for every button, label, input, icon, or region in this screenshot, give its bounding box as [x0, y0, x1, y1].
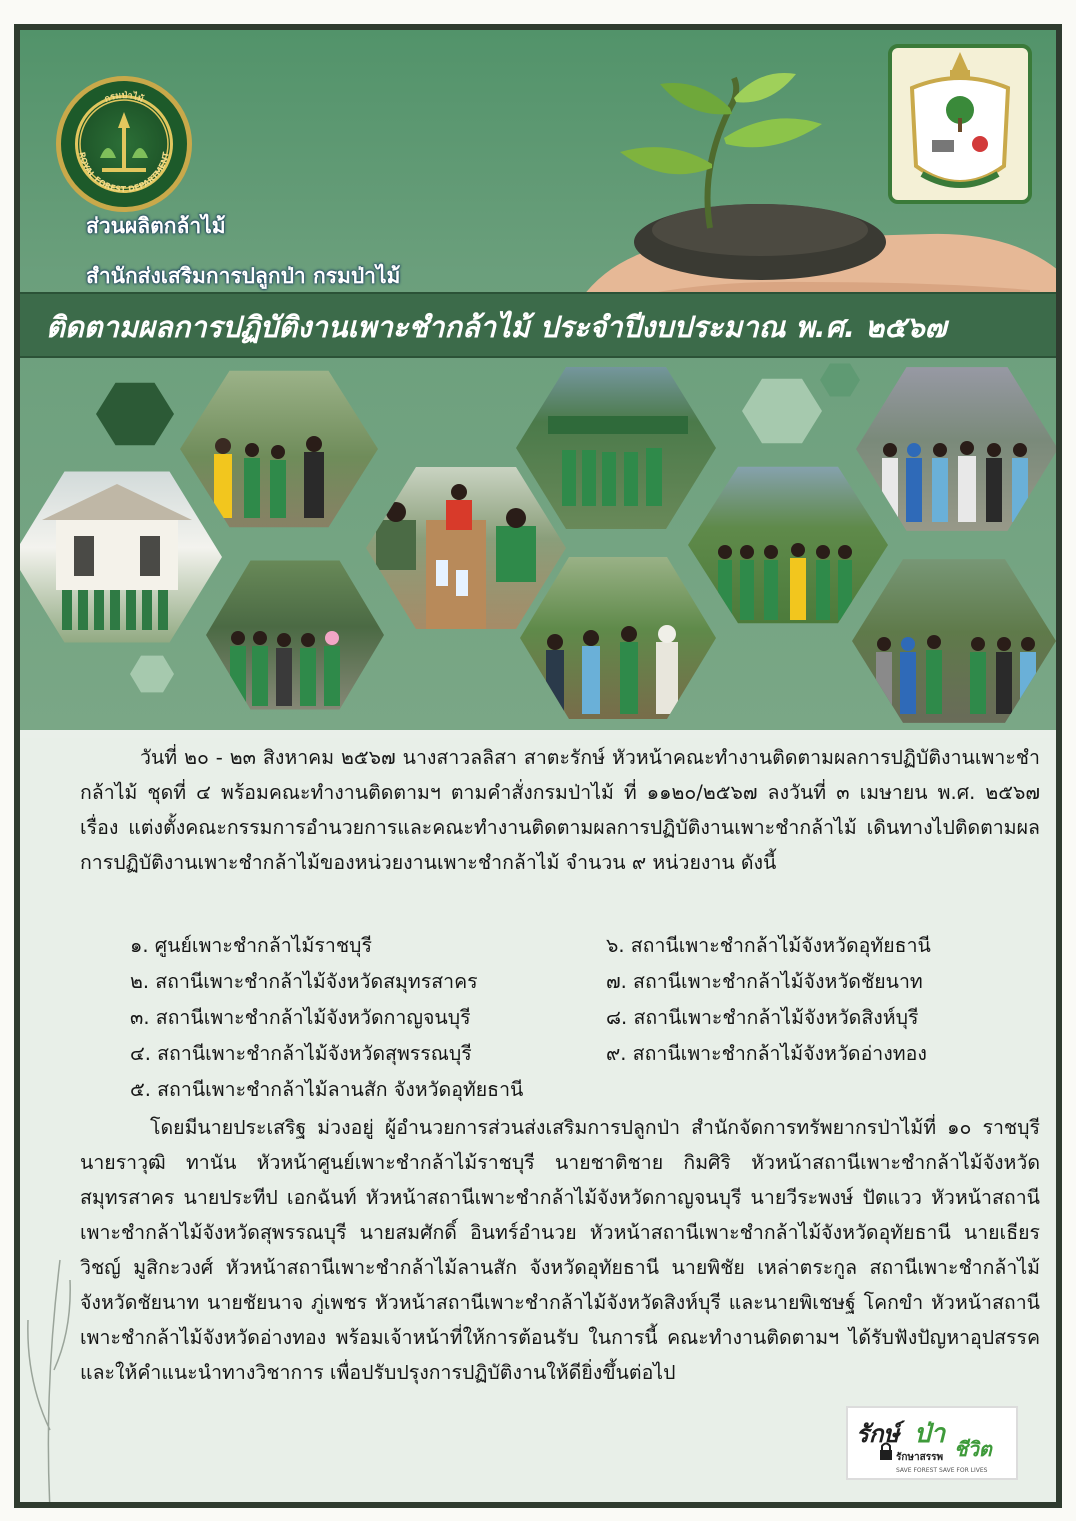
- decor-hexagon: [96, 380, 174, 448]
- unit-list-item: ๑. ศูนย์เพาะชำกล้าไม้ราชบุรี: [130, 934, 372, 957]
- decorative-plant-sketch: [20, 1170, 80, 1508]
- unit-list-item: ๕. สถานีเพาะชำกล้าไม้ลานสัก จังหวัดอุทัยธานี: [130, 1078, 524, 1101]
- document-frame: [14, 24, 1062, 1508]
- department-name: ส่วนผลิตกล้าไม้: [86, 214, 226, 238]
- title-bar: [20, 292, 1056, 358]
- unit-list-item: ๓. สถานีเพาะชำกล้าไม้จังหวัดกาญจนบุรี: [130, 1006, 471, 1029]
- photo-hexagon: [366, 460, 566, 636]
- page-title: ติดตามผลการปฏิบัติงานเพาะชำกล้าไม้ ประจำปีงบประมาณ พ.ศ. ๒๕๖๗: [46, 310, 947, 344]
- photo-hexagon: [520, 550, 716, 726]
- header-banner: [20, 30, 1056, 730]
- decor-hexagon: [130, 654, 174, 694]
- bureau-name: สำนักส่งเสริมการปลูกป่า กรมป่าไม้: [86, 264, 401, 288]
- badge-word3: ชีวิต: [954, 1437, 992, 1461]
- royal-forest-department-logo: [56, 76, 192, 212]
- article-body: [20, 738, 1056, 1508]
- badge-word2: ป่า: [914, 1419, 946, 1449]
- photo-hexagon: [516, 360, 716, 536]
- seedling-in-hands-image: [560, 68, 1060, 308]
- badge-word1: รักษ์: [856, 1420, 900, 1448]
- decor-hexagon: [820, 362, 860, 398]
- photo-hexagon: [14, 464, 222, 650]
- details-paragraph: โดยมีนายประเสริฐ ม่วงอยู่ ผู้อำนวยการส่วนส่งเสริมการปลูกป่า สำนักจัดการทรัพยากรป่าไม้ที่ ๑๐ ราชบุรี นายราวุฒิ ทานัน หัวหน้าศูนย์เพาะชำกล้าไม้ราชบุรี นายชาติชาย กิมศิริ หัวหน้าสถานีเพาะชำกล้าไม้จังหวัดสมุทรสาคร นายประทีป เอกฉันท์ หัวหน้าสถานีเพาะชำกล้าไม้จังหวัดกาญจนบุรี นายวีระพงษ์ ปัตแวว หัวหน้าสถานีเพาะชำกล้าไม้จังหวัดสุพรรณบุรี นายสมศักดิ์ อินทร์อำนวย หัวหน้าสถานีเพาะชำกล้าไม้จังหวัดอุทัยธานี นายเธียรวิชญ์ มูสิกะวงศ์ หัวหน้าสถานีเพาะชำกล้าไม้ลานสัก จังหวัดอุทัยธานี นายพิชัย เหล่าตระกูล สถานีเพาะชำกล้าไม้จังหวัดชัยนาท นายชัยนาจ ภู่เพชร หัวหน้าสถานีเพาะชำกล้าไม้จังหวัดสิงห์บุรี และนายพิเชษฐ์ โคกขำ หัวหน้าสถานีเพาะชำกล้าไม้จังหวัดอ่างทอง พร้อมเจ้าหน้าที่ให้การต้อนรับ ในการนี้ คณะทำงานติดตามฯ ได้รับฟังปัญหาอุปสรรค และให้คำแนะนำทางวิชาการ เพื่อปรับปรุงการปฏิบัติงานให้ดียิ่งขึ้นต่อไป: [80, 1116, 1040, 1384]
- badge-tagline: SAVE FOREST SAVE FOR LIVES: [896, 1467, 988, 1474]
- badge-sub: รักษาสรรพ: [896, 1452, 944, 1463]
- svg-text:ROYAL FOREST DEPARTMENT: [77, 151, 171, 194]
- photo-hexagon: [688, 460, 888, 630]
- logo-thai-text: กรมป่าไม้: [103, 90, 145, 105]
- unit-list-item: ๒. สถานีเพาะชำกล้าไม้จังหวัดสมุทรสาคร: [130, 970, 478, 993]
- unit-list-item: ๔. สถานีเพาะชำกล้าไม้จังหวัดสุพรรณบุรี: [130, 1042, 472, 1065]
- logo-english-text: ROYAL FOREST DEPARTMENT: [77, 151, 171, 195]
- save-forest-badge: [846, 1406, 1018, 1480]
- unit-list-item: ๙. สถานีเพาะชำกล้าไม้จังหวัดอ่างทอง: [606, 1042, 927, 1065]
- photo-hexagon: [180, 364, 378, 534]
- unit-list-item: ๖. สถานีเพาะชำกล้าไม้จังหวัดอุทัยธานี: [606, 934, 931, 957]
- photo-hexagon: [856, 360, 1058, 538]
- svg-text:กรมป่าไม้: [103, 90, 145, 105]
- unit-list-item: ๗. สถานีเพาะชำกล้าไม้จังหวัดชัยนาท: [606, 970, 923, 993]
- photo-hexagon: [852, 552, 1056, 730]
- decor-hexagon: [742, 376, 822, 446]
- photo-hexagon: [206, 554, 384, 716]
- unit-list-item: ๘. สถานีเพาะชำกล้าไม้จังหวัดสิงห์บุรี: [606, 1006, 919, 1029]
- intro-paragraph: วันที่ ๒๐ - ๒๓ สิงหาคม ๒๕๖๗ นางสาวลลิสา สาตะรักษ์ หัวหน้าคณะทำงานติดตามผลการปฏิบัติงานเพาะชำกล้าไม้ ชุดที่ ๔ พร้อมคณะทำงานติดตามฯ ตามคำสั่งกรมป่าไม้ ที่ ๑๑๒๐/๒๕๖๗ ลงวันที่ ๓ เมษายน พ.ศ. ๒๕๖๗ เรื่อง แต่งตั้งคณะกรรมการอำนวยการและคณะทำงานติดตามผลการปฏิบัติงานเพาะชำกล้าไม้ เดินทางไปติดตามผลการปฏิบัติงานเพาะชำกล้าไม้ของหน่วยงานเพาะชำกล้าไม้ จำนวน ๙ หน่วยงาน ดังนี้: [80, 746, 1040, 874]
